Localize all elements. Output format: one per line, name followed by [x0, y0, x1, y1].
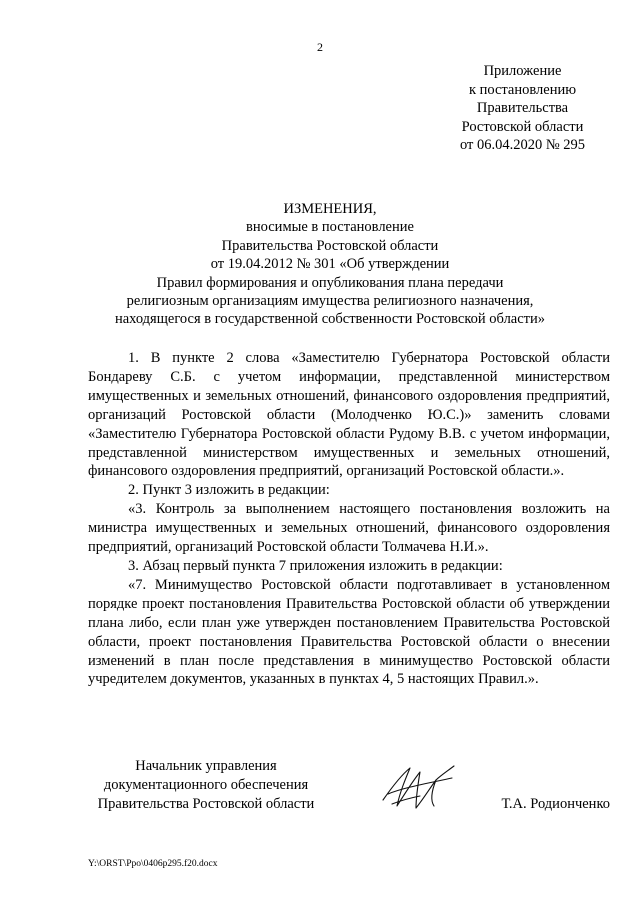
title-line: от 19.04.2012 № 301 «Об утверждении [210, 256, 450, 273]
file-path: Y:\ORST\Ppo\0406p295.f20.docx [88, 859, 218, 869]
paragraph-5: «7. Минимущество Ростовской области подготавливает в установленном порядке проект постановления Правительства Ростовской области об утверждении плана либо, если план уже утвержден постановлением Правительства Ростовской области, проект постановления Правительства Ростовской области о внесении изменений в план после представления в минимущество Ростовской области учредителем документов, указанных в пунктах 4, 5 настоящих Правил.». [88, 576, 610, 688]
paragraph-3: «3. Контроль за выполнением настоящего постановления возложить на министра имущественных и земельных отношений, финансового оздоровления предприятий, организаций Ростовской области Толмачева Н.И.». [88, 501, 610, 556]
title-line: Правительства Ростовской области [221, 237, 439, 254]
paragraph-2: 2. Пункт 3 изложить в редакции: [128, 482, 330, 499]
annex-line: к постановлению [468, 81, 577, 98]
handwritten-signature [380, 762, 458, 812]
annex-header [435, 62, 610, 155]
title-line: Правил формирования и опубликования плана передачи [156, 274, 504, 291]
title-line: находящегося в государственной собственности Ростовской области» [114, 311, 546, 328]
signatory-name: Т.А. Родионченко [501, 796, 610, 812]
annex-line: Правительства [476, 100, 569, 116]
position-line: Правительства Ростовской области [97, 795, 315, 812]
document-title [60, 200, 600, 329]
position-line: документационного обеспечения [103, 776, 309, 793]
title-line: вносимые в постановление [246, 219, 414, 236]
signatory-position [88, 757, 324, 813]
position-line: Начальник управления [135, 758, 277, 774]
page-number: 2 [317, 40, 323, 54]
title-heading: ИЗМЕНЕНИЯ, [283, 201, 377, 217]
title-line: религиозным организациям имущества религиозного назначения, [126, 293, 534, 310]
annex-line: Приложение [483, 63, 562, 79]
paragraph-1: 1. В пункте 2 слова «Заместителю Губернатора Ростовской области Бондареву С.Б. с учетом информации, представленной министерством имущественных и земельных отношений, финансового оздоровления предприятий, организаций Ростовской области (Молодченко Ю.С.)» заменить словами «Заместителю Губернатора Ростовской области Рудому В.В. с учетом информации, представленной министерством имущественных и земельных отношений, финансового оздоровления предприятий, организаций Ростовской области.». [88, 350, 610, 480]
paragraph-4: 3. Абзац первый пункта 7 приложения изложить в редакции: [128, 557, 503, 574]
document-body [88, 349, 610, 689]
annex-line: от 06.04.2020 № 295 [459, 137, 586, 153]
annex-line: Ростовской области [461, 118, 584, 135]
